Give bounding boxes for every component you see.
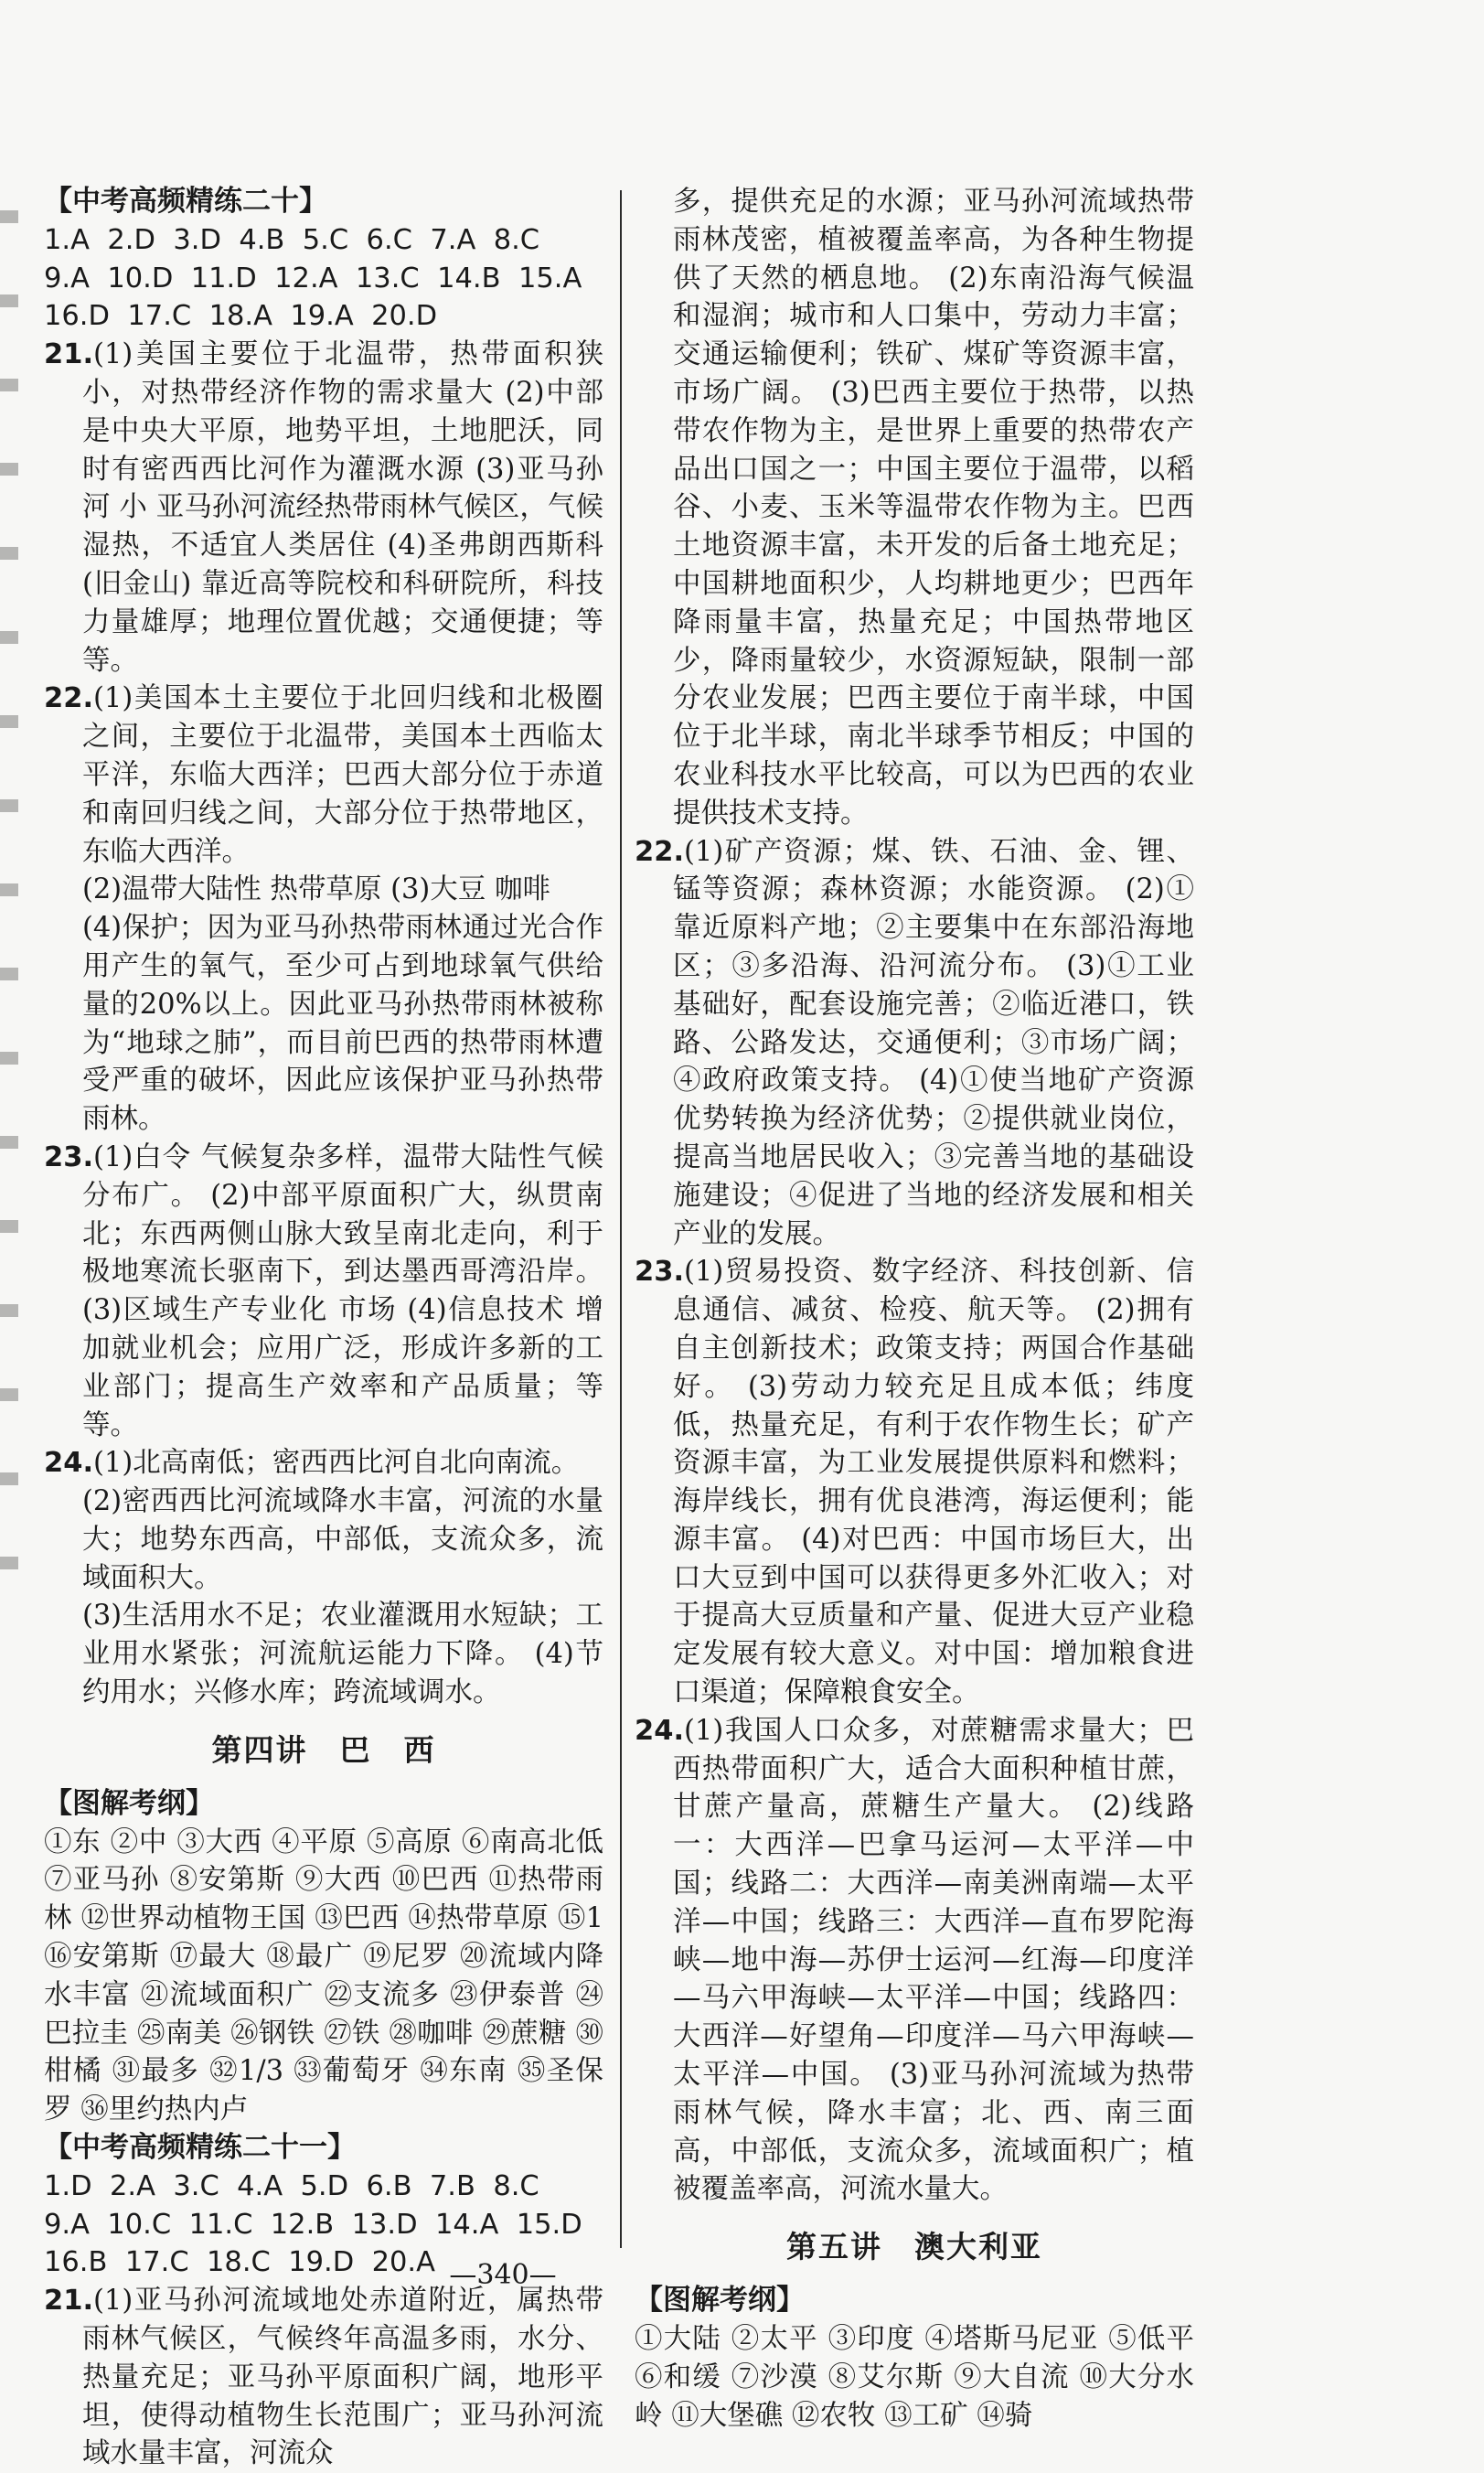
question-number: 24. [635,1714,685,1747]
chapter-title-4: 第四讲 巴 西 [211,1731,436,1768]
answer-text: (3)生活用水不足；农业灌溉用水短缺；工业用水紧张；河流航运能力下降。 (4)节约用水；兴修水库；跨流域调水。 [82,1600,603,1709]
answer-text: (1)北高南低；密西西比河自北向南流。 [93,1447,580,1480]
answer-text: (1)亚马孙河流域地处赤道附近，属热带雨林气候区，气候终年高温多雨，水分、热量充足；亚马孙平原面积广阔，地形平坦，使得动植物生长范围广；亚马孙河流域水量丰富，河流众 [82,2285,603,2470]
mc-answers-20 [44,221,603,336]
question-number: 22. [44,682,94,715]
chapter-title-5: 第五讲 澳大利亚 [786,2229,1042,2265]
mc-answer: 14.B [437,262,501,294]
left-column [44,183,603,2473]
section-title-20: 【中考高频精练二十】 [44,185,327,218]
question-number: 24. [44,1447,94,1480]
question-21b [44,2282,603,2473]
question-22 [44,680,603,1139]
mc-answer: 20.D [371,300,438,333]
answer-text: (2)温带大陆性 热带草原 (3)大豆 咖啡 [82,873,550,906]
mc-answer: 16.D [44,300,110,333]
question-number: 22. [635,835,685,868]
mc-answer: 9.A [44,262,90,294]
mc-answer: 4.A [237,2169,283,2202]
mc-answer: 18.C [207,2246,271,2279]
mc-answer: 5.D [300,2169,349,2202]
answer-text: (2)密西西比河流域降水丰富，河流的水量大；地势东西高，中部低，支流众多，流域面积大。 [82,1485,603,1594]
question-number: 23. [44,1140,94,1173]
question-23b [635,1253,1194,1712]
mc-answer: 17.C [127,300,192,333]
mc-answer: 11.D [190,262,257,294]
mc-answer: 10.D [107,262,174,294]
mc-answer: 2.A [109,2169,155,2202]
mc-row [44,260,603,298]
mc-row [44,2168,603,2206]
mc-answer: 16.B [44,2246,108,2279]
mc-answer: 13.C [355,262,420,294]
mc-answer: 6.B [366,2169,412,2202]
section-title-21: 【中考高频精练二十一】 [44,2131,356,2165]
mc-answer: 12.A [274,262,338,294]
outline-title: 【图解考纲】 [44,1786,214,1820]
question-24 [44,1444,603,1712]
outline-answers: ①大陆 ②太平 ③印度 ④塔斯马尼亚 ⑤低平 ⑥和缓 ⑦沙漠 ⑧艾尔斯 ⑨大自流 ⑩大分水岭 ⑪大堡礁 ⑫农牧 ⑬工矿 ⑭骑 [635,2323,1194,2432]
mc-answer: 13.D [351,2208,418,2241]
mc-row [44,2206,603,2244]
question-number: 21. [44,338,94,371]
answer-text: (1)我国人口众多，对蔗糖需求量大；巴西热带面积广大，适合大面积种植甘蔗，甘蔗产量高，蔗糖生产量大。 (2)线路一：大西洋—巴拿马运河—太平洋—中国；线路二：大西洋—南美洲南端—太平洋—中国；线路三：大西洋—直布罗陀海峡—地中海—苏伊士运河—红海—印度洋—马六甲海峡—太平洋—中国；线路四：大西洋—好望角—印度洋—马六甲海峡—太平洋—中国。 (3)亚马孙河流域为热带雨林气候，降水丰富；北、西、南三面高，中部低，支流众多，流域面积广；植被覆盖率高，河流水量大。 [673,1714,1194,2206]
outline-title: 【图解考纲】 [635,2284,805,2318]
mc-answer: 2.D [107,223,155,256]
outline-answers: ①东 ②中 ③大西 ④平原 ⑤高原 ⑥南高北低 ⑦亚马孙 ⑧安第斯 ⑨大西 ⑩巴西 ⑪热带雨林 ⑫世界动植物王国 ⑬巴西 ⑭热带草原 ⑮1 ⑯安第斯 ⑰最大 ⑱最广 ⑲尼罗 ⑳流域内降水丰富 ㉑流域面积广 ㉒支流多 ㉓伊泰普 ㉔巴拉圭 ㉕南美 ㉖钢铁 ㉗铁 ㉘咖啡 ㉙蔗糖 ㉚柑橘 ㉛最多 ㉜1/3 ㉝葡萄牙 ㉞东南 ㉟圣保罗 ㊱里约热内卢 [44,1825,603,2126]
mc-answer: 17.C [124,2246,189,2279]
answer-text: (1)白令 气候复杂多样，温带大陆性气候分布广。 (2)中部平原面积广大，纵贯南北；东西两侧山脉大致呈南北走向，利于极地寒流长驱南下，到达墨西哥湾沿岸。 (3)区域生产专业化 市场 (4)信息技术 增加就业机会；应用广泛，形成许多新的工业部门；提高生产效率和产品质量；等等。 [82,1140,603,1441]
mc-answer: 19.A [290,300,354,333]
mc-answer: 8.C [493,223,540,256]
mc-answer: 9.A [44,2208,90,2241]
mc-answer: 5.C [302,223,349,256]
mc-answer: 4.B [239,223,285,256]
mc-answer: 3.D [173,223,221,256]
answer-text: (1)美国本土主要位于北回归线和北极圈之间，主要位于北温带，美国本土西临太平洋，东临大西洋；巴西大部分位于赤道和南回归线之间，大部分位于热带地区，东临大西洋。 [82,682,603,868]
question-number: 21. [44,2285,94,2318]
mc-answer: 12.B [270,2208,335,2241]
answer-text: (4)保护；因为亚马孙热带雨林通过光合作用产生的氧气，至少可占到地球氧气供给量的20%以上。因此亚马孙热带雨林被称为“地球之肺”，而目前巴西的热带雨林遭受严重的破坏，因此应该保护亚马孙热带雨林。 [82,912,603,1136]
page-number: —340— [449,2259,557,2291]
mc-answer: 3.C [173,2169,219,2202]
mc-row [44,297,603,336]
question-24b [635,1712,1194,2209]
mc-answer: 6.C [366,223,412,256]
mc-answer: 18.A [208,300,272,333]
mc-answer: 11.C [188,2208,253,2241]
mc-answer: 1.A [44,223,90,256]
answer-text-continued: 多，提供充足的水源；亚马孙河流域热带雨林茂密，植被覆盖率高，为各种生物提供了天然的栖息地。 (2)东南沿海气候温和湿润；城市和人口集中，劳动力丰富；交通运输便利；铁矿、煤矿等资源丰富，市场广阔。 (3)巴西主要位于热带，以热带农作物为主，是世界上重要的热带农产品出口国之一；中国主要位于温带，以稻谷、小麦、玉米等温带农作物为主。巴西土地资源丰富，未开发的后备土地充足；中国耕地面积少，人均耕地更少；巴西年降雨量丰富，热量充足；中国热带地区少，降雨量较少，水资源短缺，限制一部分农业发展；巴西主要位于南半球，中国位于北半球，南北半球季节相反；中国的农业科技水平比较高，可以为巴西的农业提供技术支持。 [673,186,1194,830]
mc-answer: 15.D [516,2208,582,2241]
answer-text: (1)矿产资源；煤、铁、石油、金、锂、锰等资源；森林资源；水能资源。 (2)①靠近原料产地；②主要集中在东部沿海地区；③多沿海、沿河流分布。 (3)①工业基础好，配套设施完善；②临近港口，铁路、公路发达，交通便利；③市场广阔；④政府政策支持。 (4)①使当地矿产资源优势转换为经济优势；②提供就业岗位，提高当地居民收入；③完善当地的基础设施建设；④促进了当地的经济发展和相关产业的发展。 [673,835,1194,1250]
question-23 [44,1139,603,1444]
column-divider [620,190,622,2248]
mc-answer: 1.D [44,2169,92,2202]
question-number: 23. [635,1256,685,1289]
answer-text: (1)美国主要位于北温带，热带面积狭小，对热带经济作物的需求量大 (2)中部是中央大平原，地势平坦，土地肥沃，同时有密西西比河作为灌溉水源 (3)亚马孙河 小 亚马孙河流经热带雨林气候区，气候湿热，不适宜人类居住 (4)圣弗朗西斯科(旧金山) 靠近高等院校和科研院所，科技力量雄厚；地理位置优越；交通便捷；等等。 [82,338,603,677]
mc-answer: 10.C [107,2208,172,2241]
question-21 [44,336,603,680]
mc-row [44,221,603,260]
binding-edge-marks [0,183,18,1600]
mc-answer: 20.A [371,2246,435,2279]
mc-answer: 15.A [518,262,582,294]
mc-answer: 7.B [429,2169,475,2202]
mc-answer: 19.D [288,2246,355,2279]
mc-answer: 8.C [493,2169,539,2202]
question-22b [635,833,1194,1254]
right-column [635,183,1194,2435]
answer-text: (1)贸易投资、数字经济、科技创新、信息通信、减贫、检疫、航天等。 (2)拥有自主创新技术；政策支持；两国合作基础好。 (3)劳动力较充足且成本低；纬度低，热量充足，有利于农作物生长；矿产资源丰富，为工业发展提供原料和燃料；海岸线长，拥有优良港湾，海运便利；能源丰富。 (4)对巴西：中国市场巨大，出口大豆到中国可以获得更多外汇收入；对于提高大豆质量和产量、促进大豆产业稳定发展有较大意义。对中国：增加粮食进口渠道；保障粮食安全。 [673,1256,1194,1709]
mc-answer: 7.A [430,223,476,256]
mc-answer: 14.A [434,2208,499,2241]
